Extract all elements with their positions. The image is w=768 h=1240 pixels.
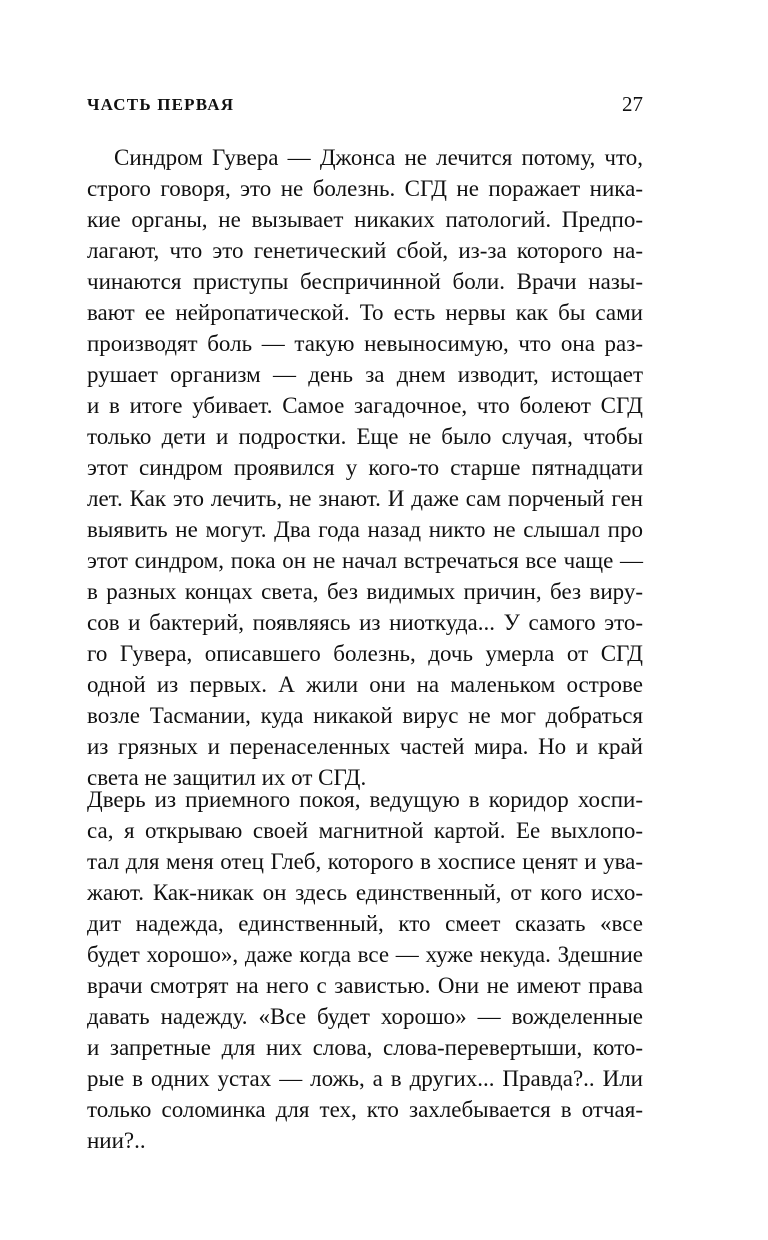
text-line: рушает организм — день за днем изводит, истощает xyxy=(87,362,643,387)
text-line: выявить не могут. Два года назад никто не слышал про xyxy=(87,517,643,542)
text-line: одной из первых. А жили они на маленьком острове xyxy=(87,672,643,697)
text-line: и в итоге убивает. Самое загадочное, что болеют СГД xyxy=(87,393,643,418)
text-line: возле Тасмании, куда никакой вирус не мог добраться xyxy=(87,703,643,728)
text-line: и запретные для них слова, слова-перевертыши, кото- xyxy=(87,1035,643,1060)
text-line: будет хорошо», даже когда все — хуже некуда. Здешние xyxy=(87,942,643,967)
text-line: сов и бактерий, появляясь из ниоткуда... У самого это- xyxy=(87,610,643,635)
text-line: производят боль — такую невыносимую, что она раз- xyxy=(87,331,643,356)
paragraph-2 xyxy=(87,784,643,1156)
text-line: тал для меня отец Глеб, которого в хосписе ценят и ува- xyxy=(87,849,643,874)
text-line: этот синдром, пока он не начал встречаться все чаще — xyxy=(87,548,643,573)
text-line: врачи смотрят на него с завистью. Они не имеют права xyxy=(87,973,643,998)
text-line: дит надежда, единственный, кто смеет сказать «все xyxy=(87,911,643,936)
text-line: вают ее нейропатической. То есть нервы как бы сами xyxy=(87,300,643,325)
text-line: в разных концах света, без видимых причин, без виру- xyxy=(87,579,643,604)
paragraph-1 xyxy=(87,142,643,793)
text-line: Дверь из приемного покоя, ведущую в коридор хоспи- xyxy=(87,787,643,812)
text-line: кие органы, не вызывает никаких патологий. Предпо- xyxy=(87,207,643,232)
text-line: света не защитил их от СГД. xyxy=(87,765,367,790)
text-line: из грязных и перенаселенных частей мира. Но и край xyxy=(87,734,643,759)
page-number: 27 xyxy=(622,92,643,116)
text-line: чинаются приступы беспричинной боли. Врачи назы- xyxy=(87,269,643,294)
text-line: только дети и подростки. Еще не было случая, чтобы xyxy=(87,424,643,449)
text-line: рые в одних устах — ложь, а в других... Правда?.. Или xyxy=(87,1066,643,1091)
text-line: лет. Как это лечить, не знают. И даже сам порченый ген xyxy=(87,486,643,511)
text-line: давать надежду. «Все будет хорошо» — вожделенные xyxy=(87,1004,643,1029)
text-line: только соломинка для тех, кто захлебывается в отчая- xyxy=(87,1097,643,1122)
text-line: нии?.. xyxy=(87,1128,146,1153)
text-line: этот синдром проявился у кого-то старше пятнадцати xyxy=(87,455,643,480)
running-head: ЧАСТЬ ПЕРВАЯ xyxy=(87,95,235,114)
text-line: жают. Как-никак он здесь единственный, от кого исхо- xyxy=(87,880,643,905)
text-line: го Гувера, описавшего болезнь, дочь умерла от СГД xyxy=(87,641,643,666)
text-line: Синдром Гувера — Джонса не лечится потому, что, xyxy=(114,145,643,170)
text-line: лагают, что это генетический сбой, из-за которого на- xyxy=(87,238,643,263)
text-line: строго говоря, это не болезнь. СГД не поражает ника- xyxy=(87,176,643,201)
text-line: са, я открываю своей магнитной картой. Ее выхлопо- xyxy=(87,818,643,843)
